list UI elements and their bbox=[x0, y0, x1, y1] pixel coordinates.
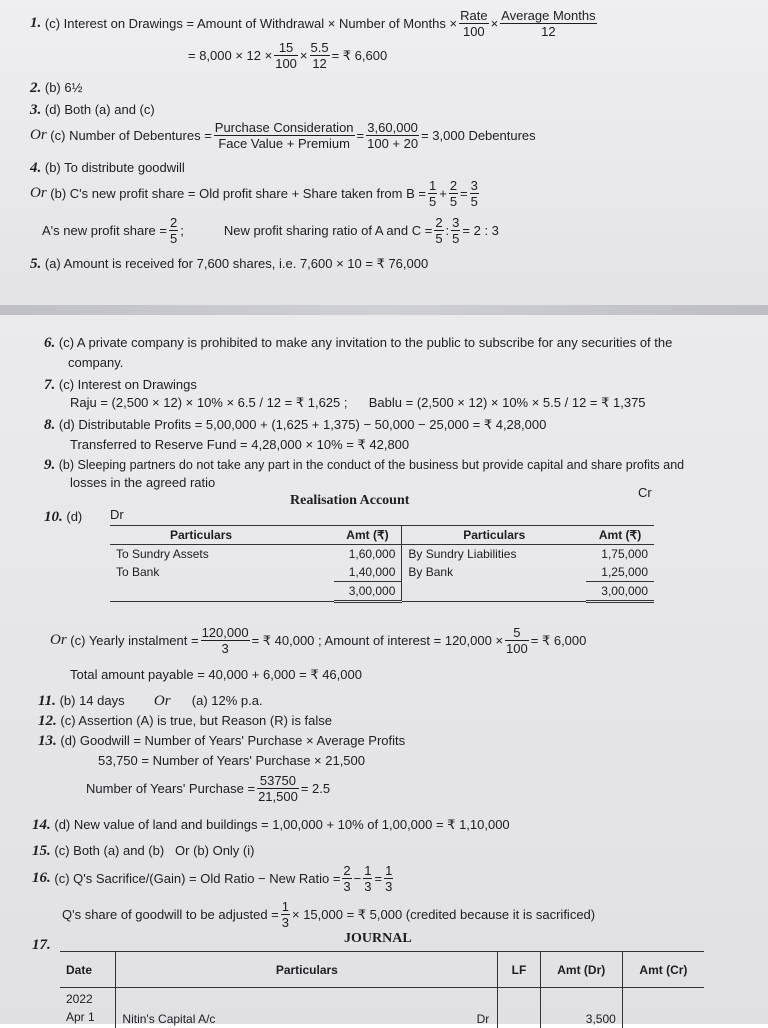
q7-number: 7. bbox=[44, 377, 55, 393]
page-top bbox=[0, 0, 768, 305]
realisation-cell: By Bank bbox=[402, 563, 586, 582]
realisation-cell: 1,25,000 bbox=[586, 563, 654, 582]
q16-minus: − bbox=[354, 871, 362, 886]
q16-frac-a: $\frac{2}{3}$ bbox=[342, 863, 351, 894]
q3 bbox=[30, 102, 155, 119]
q7-bablu: Bablu = (2,500 × 12) × 10% × 5.5 / 12 = ₹ 1,375 bbox=[369, 395, 646, 410]
q5-number: 5. bbox=[30, 256, 41, 272]
q14 bbox=[32, 817, 510, 834]
q16-goodwill-frac: $\frac{1}{3}$ bbox=[281, 899, 290, 930]
q5-text: (a) Amount is received for 7,600 shares, i.e. 7,600 × 10 = ₹ 76,000 bbox=[45, 256, 428, 271]
q8 bbox=[44, 417, 546, 434]
journal-date: Apr 1 bbox=[66, 1008, 109, 1026]
q13-fraction: $\frac{53750}{21,500}$ bbox=[257, 773, 299, 804]
q7-line2 bbox=[70, 395, 646, 411]
q9-line1: (b) Sleeping partners do not take any part in the conduct of the business but provide capital and share profits and bbox=[59, 458, 684, 472]
q1-calc-pre: = 8,000 × 12 × bbox=[188, 48, 272, 63]
q10 bbox=[44, 509, 82, 526]
q11-text: (b) 14 days bbox=[60, 693, 125, 708]
q10-or-label: Or bbox=[50, 632, 67, 649]
realisation-header-amt-right: Amt (₹) bbox=[586, 526, 654, 545]
q6-line2: company. bbox=[68, 355, 123, 370]
q1-calc-fraction1: $\frac{15}{100}$ bbox=[274, 40, 298, 71]
q15-number: 15. bbox=[32, 843, 51, 859]
q3-number: 3. bbox=[30, 102, 41, 118]
journal-amount-dr: 3,500 bbox=[540, 988, 622, 1028]
q3-or-text: (c) Number of Debentures = bbox=[50, 128, 211, 143]
q9-line2: losses in the agreed ratio bbox=[70, 475, 215, 490]
q4-or-frac-c: $\frac{3}{5}$ bbox=[470, 178, 479, 209]
q13-nyp-text: Number of Years' Purchase = bbox=[86, 781, 255, 796]
q10-or-text: (c) Yearly instalment = bbox=[70, 633, 198, 648]
realisation-table-wrap bbox=[110, 525, 654, 603]
realisation-table bbox=[110, 525, 654, 603]
q16-text: (c) Q's Sacrifice/(Gain) = Old Ratio − New Ratio = bbox=[54, 871, 340, 886]
journal-header-particulars: Particulars bbox=[116, 952, 498, 988]
journal-table bbox=[60, 951, 704, 1028]
realisation-row bbox=[110, 545, 654, 564]
q11-number: 11. bbox=[38, 693, 56, 709]
q3-or-equals: = bbox=[357, 128, 365, 143]
q1-calc-times: × bbox=[300, 48, 308, 63]
q9-number: 9. bbox=[44, 457, 55, 473]
journal-row bbox=[60, 988, 704, 1028]
journal-header-lf: LF bbox=[498, 952, 540, 988]
q12 bbox=[38, 713, 332, 730]
q10-dr-label: Dr bbox=[110, 507, 124, 522]
q13-result: = 2.5 bbox=[301, 781, 330, 796]
realisation-cell: 1,40,000 bbox=[334, 563, 402, 582]
realisation-row bbox=[110, 563, 654, 582]
q3-or bbox=[30, 120, 536, 151]
q16 bbox=[32, 863, 395, 894]
page-bottom bbox=[0, 315, 768, 1024]
q1-text: (c) Interest on Drawings = Amount of Withdrawal × Number of Months × bbox=[45, 16, 457, 31]
q1-times: × bbox=[491, 16, 499, 31]
q10-or-line2: Total amount payable = 40,000 + 6,000 = ₹ 46,000 bbox=[70, 667, 362, 683]
q17 bbox=[32, 937, 51, 954]
realisation-header-particulars-left: Particulars bbox=[110, 526, 334, 545]
q4-ratio-frac-c: $\frac{3}{5}$ bbox=[451, 215, 460, 246]
journal-date-cell bbox=[60, 988, 116, 1028]
journal-amount-cr bbox=[622, 988, 704, 1028]
journal-year: 2022 bbox=[66, 990, 109, 1008]
q4-or-equals: = bbox=[460, 186, 468, 201]
q3-or-fraction1: $\frac{\text{Purchase Consideration}}{\text{Face Value + Premium}}$ bbox=[214, 120, 355, 151]
q10-or-fraction2: $\frac{5}{100}$ bbox=[505, 625, 529, 656]
q4 bbox=[30, 160, 185, 177]
q16-line2 bbox=[62, 899, 595, 930]
q11-or: Or bbox=[154, 693, 171, 709]
q13-line3 bbox=[86, 773, 330, 804]
q16-number: 16. bbox=[32, 870, 51, 887]
realisation-cell bbox=[110, 582, 334, 602]
q8-number: 8. bbox=[44, 417, 55, 433]
q4-ratio-frac-a: $\frac{2}{5}$ bbox=[434, 215, 443, 246]
q12-number: 12. bbox=[38, 713, 57, 729]
q16-goodwill-result: × 15,000 = ₹ 5,000 (credited because it is sacrificed) bbox=[292, 907, 595, 923]
journal-table-wrap bbox=[60, 951, 704, 1028]
q1-number: 1. bbox=[30, 15, 41, 32]
q4-ratio-text: New profit sharing ratio of A and C = bbox=[224, 223, 432, 238]
journal-header-amt-cr: Amt (Cr) bbox=[622, 952, 704, 988]
realisation-header-particulars-right: Particulars bbox=[402, 526, 586, 545]
q1-line1 bbox=[30, 8, 599, 39]
q14-text: (d) New value of land and buildings = 1,00,000 + 10% of 1,00,000 = ₹ 1,10,000 bbox=[54, 817, 509, 832]
q16-frac-b: $\frac{1}{3}$ bbox=[363, 863, 372, 894]
journal-lf-cell bbox=[498, 988, 540, 1028]
realisation-total-left: 3,00,000 bbox=[334, 582, 402, 602]
q2 bbox=[30, 80, 82, 97]
journal-particular: Nitin's Capital A/c bbox=[122, 1012, 215, 1026]
q15 bbox=[32, 843, 254, 860]
realisation-total-right: 3,00,000 bbox=[586, 582, 654, 602]
q15-text: (c) Both (a) and (b) Or (b) Only (i) bbox=[54, 843, 254, 858]
q4-or-frac-b: $\frac{2}{5}$ bbox=[449, 178, 458, 209]
q13 bbox=[38, 733, 405, 750]
journal-header-date: Date bbox=[60, 952, 116, 988]
realisation-header-amt-left: Amt (₹) bbox=[334, 526, 402, 545]
q3-or-result: = 3,000 Debentures bbox=[421, 128, 536, 143]
realisation-cell: By Sundry Liabilities bbox=[402, 545, 586, 564]
q13-line2: 53,750 = Number of Years' Purchase × 21,500 bbox=[98, 753, 365, 768]
journal-dr-mark: Dr bbox=[477, 1012, 490, 1026]
realisation-cell bbox=[402, 582, 586, 602]
realisation-cell: 1,60,000 bbox=[334, 545, 402, 564]
q10-or bbox=[50, 625, 586, 656]
q4-a-share-frac: $\frac{2}{5}$ bbox=[169, 215, 178, 246]
q17-number: 17. bbox=[32, 937, 51, 953]
q4-or-text: (b) C's new profit share = Old profit share + Share taken from B = bbox=[50, 186, 426, 201]
q10-or-fraction1: $\frac{120,000}{3}$ bbox=[201, 625, 250, 656]
q2-number: 2. bbox=[30, 80, 41, 96]
realisation-total-row bbox=[110, 582, 654, 602]
q6 bbox=[44, 335, 672, 352]
q4-number: 4. bbox=[30, 160, 41, 176]
q3-text: (d) Both (a) and (c) bbox=[45, 102, 155, 117]
q13-line1: (d) Goodwill = Number of Years' Purchase × Average Profits bbox=[60, 733, 405, 748]
q4-or bbox=[30, 178, 481, 209]
q3-or-label: Or bbox=[30, 127, 47, 144]
journal-header-amt-dr: Amt (Dr) bbox=[540, 952, 622, 988]
q1-rate-fraction: $\frac{\text{Rate}}{100}$ bbox=[459, 8, 488, 39]
q4-or-frac-a: $\frac{1}{5}$ bbox=[428, 178, 437, 209]
q13-number: 13. bbox=[38, 733, 57, 749]
q1-calc-result: = ₹ 6,600 bbox=[332, 48, 388, 64]
q7-raju: Raju = (2,500 × 12) × 10% × 6.5 / 12 = ₹ 1,625 ; bbox=[70, 395, 348, 410]
page-gap bbox=[0, 305, 768, 315]
q4-text: (b) To distribute goodwill bbox=[45, 160, 185, 175]
q16-equals: = bbox=[374, 871, 382, 886]
q4-or-line2 bbox=[42, 215, 499, 246]
q1-months-fraction: $\frac{\text{Average Months}}{12}$ bbox=[500, 8, 596, 39]
q8-line2: Transferred to Reserve Fund = 4,28,000 × 10% = ₹ 42,800 bbox=[70, 437, 409, 453]
q12-text: (c) Assertion (A) is true, but Reason (R) is false bbox=[60, 713, 332, 728]
q11 bbox=[38, 693, 263, 710]
q10-option: (d) bbox=[66, 509, 82, 524]
q1-calc-fraction2: $\frac{5.5}{12}$ bbox=[310, 40, 330, 71]
q8-line1: (d) Distributable Profits = 5,00,000 + (1,625 + 1,375) − 50,000 − 25,000 = ₹ 4,28,000 bbox=[59, 417, 546, 432]
journal-title: JOURNAL bbox=[344, 931, 412, 947]
q3-or-fraction2: $\frac{3,60,000}{100 + 20}$ bbox=[366, 120, 419, 151]
q16-frac-c: $\frac{1}{3}$ bbox=[384, 863, 393, 894]
q5 bbox=[30, 256, 428, 273]
q4-ratio-result: = 2 : 3 bbox=[462, 223, 499, 238]
q10-or-result: = ₹ 6,000 bbox=[531, 633, 587, 649]
q10-cr-label: Cr bbox=[638, 485, 652, 500]
q14-number: 14. bbox=[32, 817, 51, 833]
q2-text: (b) 6½ bbox=[45, 80, 83, 95]
realisation-cell: To Sundry Assets bbox=[110, 545, 334, 564]
q4-semicolon: ; bbox=[180, 223, 184, 238]
q4-a-share-text: A's new profit share = bbox=[42, 223, 167, 238]
q10-number: 10. bbox=[44, 509, 63, 525]
q11-text2: (a) 12% p.a. bbox=[192, 693, 263, 708]
q1-line2 bbox=[188, 40, 387, 71]
q6-number: 6. bbox=[44, 335, 55, 351]
journal-particular-cell bbox=[116, 988, 498, 1028]
q4-colon: : bbox=[446, 223, 450, 238]
q4-or-label: Or bbox=[30, 185, 47, 202]
q10-or-mid: = ₹ 40,000 ; Amount of interest = 120,000 × bbox=[252, 633, 503, 649]
q6-line1: (c) A private company is prohibited to make any invitation to the public to subscribe for any securities of the bbox=[59, 335, 672, 350]
q9 bbox=[44, 457, 684, 474]
q4-or-plus: + bbox=[439, 186, 447, 201]
realisation-title: Realisation Account bbox=[290, 493, 409, 509]
q7 bbox=[44, 377, 197, 394]
realisation-cell: To Bank bbox=[110, 563, 334, 582]
realisation-cell: 1,75,000 bbox=[586, 545, 654, 564]
q7-line1: (c) Interest on Drawings bbox=[59, 377, 197, 392]
q16-goodwill-text: Q's share of goodwill to be adjusted = bbox=[62, 907, 279, 922]
